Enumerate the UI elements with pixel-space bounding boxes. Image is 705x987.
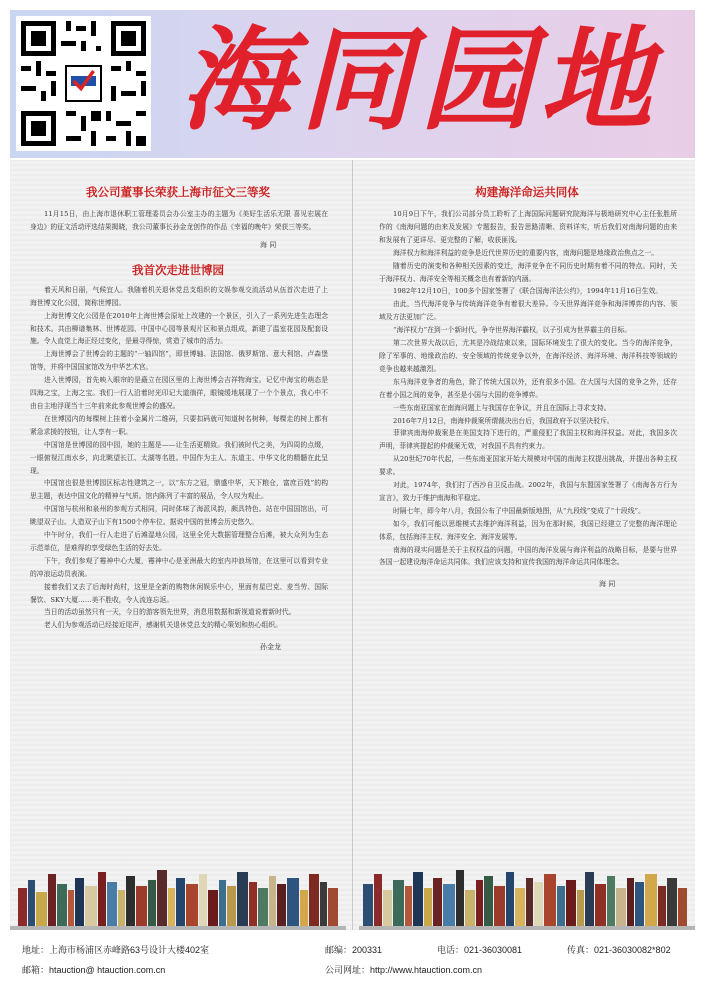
masthead-title: 海同园地 <box>180 16 660 146</box>
paragraph: 中午时分，我们一行人走进了后滩湿地公园，这里全凭大数据管理整合后滩，被大众列为生态示范单位，是难得的享受绿色生活的好去处。 <box>30 531 328 552</box>
paragraph: 上海世博文化公园是在2010年上海世博会原址上改建的一个景区，引入了一系列先进生态理念和技术。共由柳谱集林、世博花园、中国中心园等景观片区和景点组成，新建了温室花园及配套设施。令人直觉上海正经过变化，是最寻得惊，赏造了城市的活力。 <box>30 311 328 346</box>
qr-code-icon <box>16 16 151 151</box>
paragraph: 一些东南亚国家在南海问题上与我国存在争议，并且在国际上寻求支持。 <box>393 403 611 412</box>
signature: 海 同 <box>599 580 616 589</box>
footer-address: 地址：上海市杨浦区赤峰路63号设计大楼402室 <box>22 945 210 955</box>
paragraph: 东马海洋竞争者的角色，除了传统大国以外，还有很多小国。在大国与大国的竞争之外，还存在着小国之间的竞争，甚至是小国与大国的竞争博弈。 <box>379 377 677 399</box>
footer-contact <box>0 933 705 987</box>
paragraph: 当日的活动虽然只有一天，今日的游客领先世界，消息用数据和新视道说着新时代。 <box>44 608 296 617</box>
signature: 孙金龙 <box>260 643 281 652</box>
paragraph: 11月15日，由上海市退休职工管理委员会办公室主办的主题为《美好生活乐无限 喜见宏展在身边》的征文活动评选结果揭晓，我公司董事长孙金龙创作的作品《幸福的晚年》荣获三等奖。 <box>30 210 328 231</box>
paragraph: “海洋权力”在到一个新时代，争夺世界海洋霸权，以子引成为世界霸主的目标。 <box>393 326 632 335</box>
column-divider <box>352 160 353 930</box>
footer-fax: 传真：021-36030082*802 <box>567 945 671 955</box>
paragraph: 接着我们又去了后海时尚村，这里是全新的购物休闲娱乐中心，里面有星巴克、麦当劳、国际餐饮、SKY大厦……美不胜收，令人流连忘返。 <box>30 582 328 604</box>
paragraph: 菲律宾南海仲裁案是在美国支持下进行的，严重侵犯了我国主权和海洋权益。对此，我国多次声明，菲律宾提起的仲裁案无效，对我国不具有约束力。 <box>379 429 677 451</box>
paragraph: 10月9日下午，我们公司部分员工聆听了上海国际问题研究院海洋与极地研究中心主任张胜所作的《南海问题的由来及发展》专题报告，报告思路清晰、资料详实，听后我们对南海问题的由来和发展有了更详尽、更完整的了解，收获匪浅。 <box>379 210 677 244</box>
article-body <box>10 284 346 632</box>
article-title: 我公司董事长荣获上海市征文三等奖 <box>86 185 270 199</box>
paragraph: 第二次世界大战以后，尤其是冷战结束以来，国际环境发生了很大的变化。当今的海洋竞争，除了军事的、地缘政治的、安全领域的传统竞争以外，在海洋经济、海洋环境、海洋科技等领域的竞争也越来越激烈。 <box>379 339 677 373</box>
paragraph: 如今，我们可能以思维模式去维护海洋利益，因为在那时候，我国已经建立了完整的海洋理论体系，包括海洋主权、海洋安全、海洋发展等。 <box>379 519 677 541</box>
paragraph: 在世博园内的每棵树上挂着小金属片二维码，只要扣码就可知道树名树种，每棵走的树上都有紧急求援的按钮，让人享有一职。 <box>30 414 328 436</box>
paragraph: 1982年12月10日，100多个国家签署了《联合国海洋法公约》，1994年11月16日生效。 <box>393 287 663 296</box>
footer-website[interactable]: 公司网址：http://www.htauction.com.cn <box>325 965 483 975</box>
article-body <box>359 208 695 569</box>
article-title: 我首次走进世博园 <box>132 262 224 277</box>
paragraph: 由此，当代海洋竞争与传统海洋竞争有着很大差异。今天世界海洋竞争和海洋博弈的内容、领域及方法更加广泛。 <box>379 300 677 322</box>
paragraph: 从20世纪70年代起，一些东南亚国家开始大规模对中国的南海主权提出挑战，并提出各种主权要求。 <box>379 455 677 477</box>
right-column <box>359 160 695 930</box>
bookshelf-illustration <box>359 860 695 930</box>
paragraph: 时隔七年，即今年八月，我国公布了中国最新版地图，从“九段线”变成了“十段线”。 <box>393 506 645 515</box>
paragraph: 海洋权力和海洋利益的竞争是近代世界历史的重要内容，南海问题是地缘政治焦点之一。 <box>393 248 659 257</box>
footer-phone: 电话：021-36030081 <box>437 945 523 955</box>
newspaper-body <box>10 160 695 930</box>
qr-code <box>16 16 151 151</box>
paragraph: 中国馆也很是世博园区标志性建筑之一，以“东方之冠，鼎盛中华，天下粮仓，富庶百姓”的构思主题，表达中国文化的精神与气质。馆内陈列了丰富的展品，令人叹为观止。 <box>30 479 328 501</box>
article-body <box>10 208 346 234</box>
paragraph: 老人们为参观活动已经接近尾声，感谢机关退休党总支的精心策划和热心组织。 <box>44 621 282 630</box>
left-column <box>10 160 346 930</box>
paragraph: 着天风和日丽，气候宜人。我随着机关退休党总支组织的文娱参观交流活动从伍首次走进了上海世博文化公园，简称世博园。 <box>30 285 328 307</box>
article-title: 构建海洋命运共同体 <box>475 185 579 199</box>
paragraph: 中国馆与杭州和泉州的参观方式相同，同时体味了海派风韵，颇具特色。站在中国国馆出，可眺望双子山。人造双子山下有1500个停车位。据说中国的世博会历史悠久。 <box>30 505 328 527</box>
paragraph: 2016年7月12日，南海仲裁案所谓裁决出台后，我国政府予以坚决驳斥。 <box>393 416 614 425</box>
bookshelf-illustration <box>10 860 346 930</box>
paragraph: 进入世博园，首先映入眼帘的是矗立在园区里的上海世博会吉祥物海宝。记忆中海宝的萌态是四海之宝，上海之宝。我们一行人沿着时光印记大道徜徉，眼镜缓地展现了一个个景点，我心中不由自主地浮现当十三年前来此参观世博会的盛况。 <box>30 376 328 410</box>
signature: 海 同 <box>260 240 277 249</box>
footer-email[interactable]: 邮箱：htauction@ htauction.com.cn <box>22 965 166 975</box>
paragraph: 中国馆是世博园的园中园，她的主题是——让生活更精致。我们被时代之美，为四周的点缀，一眼俯视江南水乡，向北眺望长江、太湖等名胜。中国作为主人、东道主、中华文化的精髓在此呈现。 <box>30 440 328 475</box>
paragraph: 南海的现实问题是关于主权权益的问题，中国的海洋发展与海洋利益的战略目标，是要与世界各国一起建设海洋命运共同体。我们应该支持和宣传我国的海洋命运共同体理念。 <box>379 545 677 567</box>
paragraph: 上海世博会了世博会的主题的“一轴四馆”，即世博轴、法国馆、俄罗斯馆、意大利馆、卢森堡馆等，并将中国国家馆改为中华艺术宫。 <box>30 350 328 372</box>
paragraph: 随着历史的演变和各种相关因素的变迁，海洋竞争在不同历史时期有着不同的特点。同时，关于海洋权力、海洋安全等相关概念也有着新的内涵。 <box>379 261 677 283</box>
paragraph: 下午，我们参观了霉神中心大厦，霉神中心是亚洲最大的室内冲浪场馆，在这里可以看到专业的冲浪运动员表演。 <box>30 556 328 578</box>
footer-postcode: 邮编：200331 <box>325 945 383 955</box>
paragraph: 对此，1974年，我们打了西沙自卫反击战。2002年，我国与东盟国家签署了《南海各方行为宣言》，致力于维护南海和平稳定。 <box>379 481 677 502</box>
